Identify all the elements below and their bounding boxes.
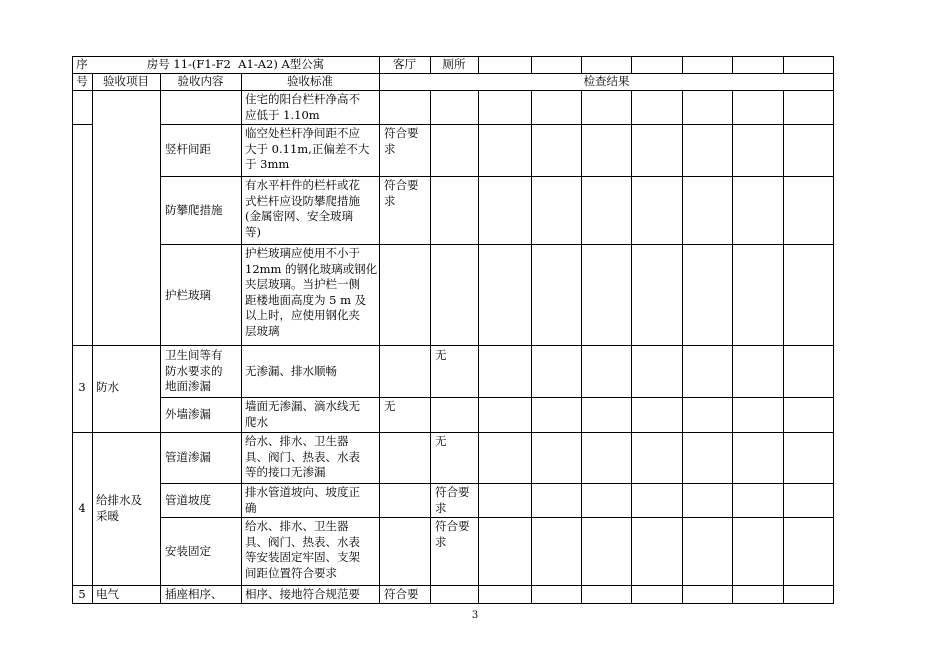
row10-living: 符合要: [384, 587, 419, 601]
rule-res2-b: [581, 90, 582, 604]
rule-bottom: [72, 603, 834, 604]
row3-living: 符合要 求: [384, 178, 419, 208]
header-item: 验收项目: [103, 74, 149, 88]
row8-standard: 排水管道坡向、坡度正 确: [245, 485, 360, 515]
row6-standard: 墙面无渗漏、滴水线无 爬水: [245, 399, 360, 429]
row2-standard: 临空处栏杆净间距不应 大于 0.11m,正偏差不大 于 3mm: [245, 126, 370, 171]
row5-standard: 无渗漏、排水顺畅: [245, 364, 337, 378]
rule-left: [72, 56, 73, 604]
rule-seq: [92, 73, 93, 604]
rule-res5-b: [732, 90, 733, 604]
header-content: 验收内容: [177, 74, 224, 88]
rule-res2: [581, 56, 582, 73]
row7-standard: 给水、排水、卫生器 具、阀门、热表、水表 等的接口无渗漏: [245, 434, 360, 479]
row3-standard: 有水平杆件的栏杆或花 式栏杆应设防攀爬措施 (金属密网、安全玻璃 等): [245, 178, 360, 239]
rule-res3: [631, 56, 632, 73]
rule-res5: [732, 56, 733, 73]
rule-r6: [72, 432, 834, 433]
header-result: 检查结果: [583, 74, 630, 88]
rule-res4: [682, 56, 683, 73]
row5-seq: 3: [78, 380, 86, 394]
rule-toilet: [478, 56, 479, 73]
row8-content: 管道坡度: [165, 493, 211, 507]
row3-content: 防攀爬措施: [165, 203, 223, 217]
rule-res1: [531, 56, 532, 73]
rule-h2: [72, 90, 834, 91]
row10-item: 电气: [96, 587, 119, 601]
rule-res4-b: [682, 90, 683, 604]
rule-r4: [72, 345, 834, 346]
header-standard: 验收标准: [287, 74, 333, 88]
page-number: 3: [471, 610, 479, 621]
row10-standard: 相序、接地符合规范要: [245, 587, 360, 601]
row1-standard: 住宅的阳台栏杆净高不 应低于 1.10m: [245, 92, 360, 122]
rule-right: [833, 56, 834, 604]
row7-item: 给排水及 采暖: [96, 493, 142, 523]
row4-content: 护栏玻璃: [165, 288, 211, 302]
rule-res3-b: [631, 90, 632, 604]
row2-content: 竖杆间距: [165, 142, 211, 156]
row10-content: 插座相序、: [165, 587, 223, 601]
rule-res6-b: [783, 90, 784, 604]
header-seq-bottom: 号: [76, 74, 88, 88]
row9-standard: 给水、排水、卫生器 具、阀门、热表、水表 等安装固定牢固、支架 间距位置符合要求: [245, 519, 360, 580]
row6-content: 外墙渗漏: [165, 407, 211, 421]
header-room-title: 房号 11-(F1-F2 A1-A2) A型公寓: [146, 57, 325, 71]
row10-seq: 5: [78, 587, 86, 601]
row7-seq: 4: [78, 501, 86, 515]
rule-res6: [783, 56, 784, 73]
header-seq-top: 序: [76, 57, 88, 71]
rule-toilet-b: [478, 90, 479, 604]
row7-content: 管道渗漏: [165, 450, 211, 464]
row2-living: 符合要 求: [384, 126, 419, 156]
row5-item: 防水: [96, 380, 119, 394]
rule-content: [241, 73, 242, 604]
rule-standard: [379, 56, 380, 604]
row6-living: 无: [384, 399, 396, 413]
row5-content: 卫生间等有 防水要求的 地面渗漏: [165, 348, 223, 393]
rule-living-b: [430, 90, 431, 604]
row5-toilet: 无: [435, 348, 447, 362]
row9-content: 安装固定: [165, 544, 211, 558]
rule-item: [160, 73, 161, 604]
row8-toilet: 符合要 求: [435, 485, 470, 515]
rule-r9: [72, 585, 834, 586]
rule-r1: [72, 124, 92, 125]
row7-toilet: 无: [435, 434, 447, 448]
row4-standard: 护栏玻璃应使用不小于 12mm 的钢化玻璃或钢化 夹层玻璃。当护栏一侧 距楼地面高度为 5 m 及 以上时，应使用钢化夹 层玻璃: [245, 246, 378, 338]
row9-toilet: 符合要 求: [435, 519, 470, 549]
header-toilet: 厕所: [442, 57, 466, 71]
rule-res1-b: [531, 90, 532, 604]
header-living-room: 客厅: [393, 57, 416, 71]
